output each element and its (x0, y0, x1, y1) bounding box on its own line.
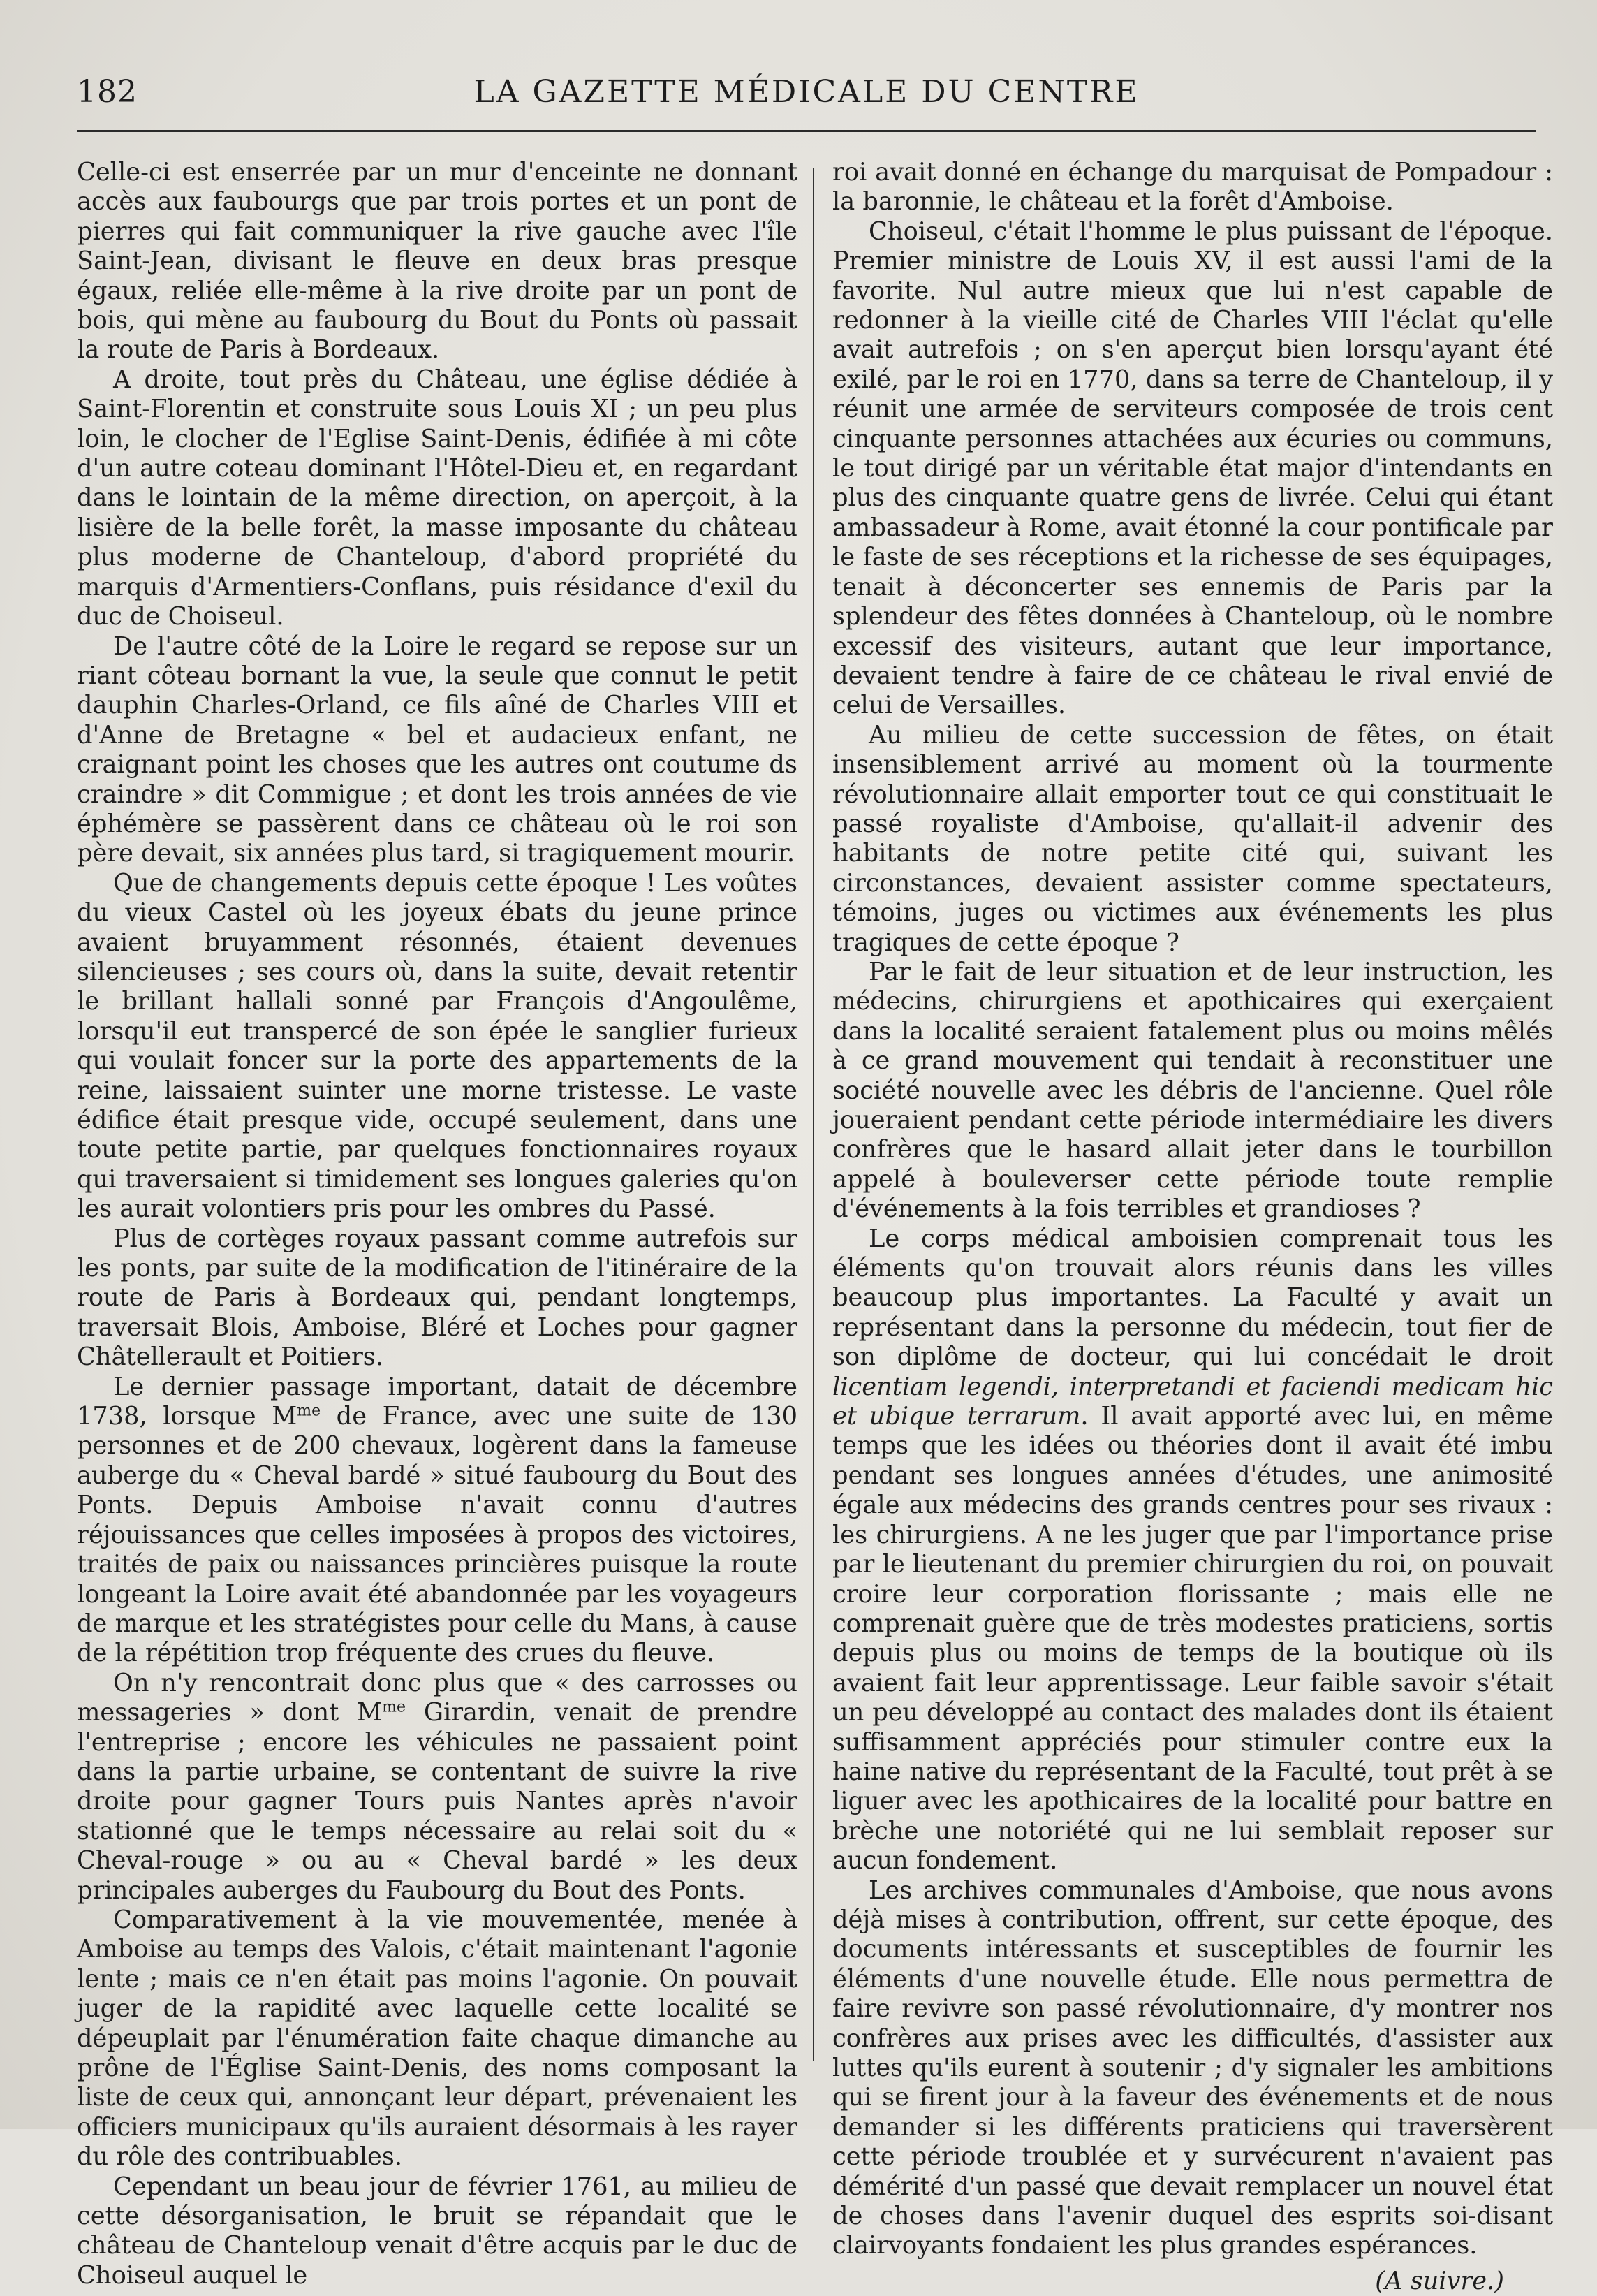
paragraph: roi avait donné en échange du marquisat de Pompadour : la baronnie, le château et la forêt d'Amboise. (832, 158, 1553, 217)
italic-text: licentiam legendi, interpretandi et faciendi medicam hic et ubique terrarum (832, 1372, 1553, 1431)
column-divider (813, 168, 814, 2061)
paragraph: Celle-ci est enserrée par un mur d'enceinte ne donnant accès aux faubourgs que par trois portes et un pont de pierres qui fait communiquer la rive gauche avec l'île Saint-Jean, divisant le fleuve en deux bras presque égaux, reliée elle-même à la rive droite par un pont de bois, qui mène au faubourg du Bout du Ponts où passait la route de Paris à Bordeaux. (77, 158, 797, 365)
paragraph: Plus de cortèges royaux passant comme autrefois sur les ponts, par suite de la modification de l'itinéraire de la route de Paris à Bordeaux qui, pendant longtemps, traversait Blois, Amboise, Bléré et Loches pour gagner Châtellerault et Poitiers. (77, 1224, 797, 1372)
superscript: me (382, 1698, 406, 1716)
paragraph: A droite, tout près du Château, une église dédiée à Saint-Florentin et construite sous Louis XI ; un peu plus loin, le clocher de l'Eglise Saint-Denis, édifiée à mi côte d'un autre coteau dominant l'Hôtel-Dieu et, en regardant dans le lointain de la même direction, on aperçoit, à la lisière de la belle forêt, la masse imposante du château plus moderne de Chanteloup, d'abord propriété du marquis d'Armentiers-Conflans, puis résidance d'exil du duc de Choiseul. (77, 365, 797, 631)
paragraph: Les archives communales d'Amboise, que nous avons déjà mises à contribution, offrent, sur cette époque, des documents intéressants et susceptibles de fournir les éléments d'une nouvelle étude. Elle nous permettra de faire revivre son passé révolutionnaire, d'y montrer nos confrères aux prises avec les difficultés, d'assister aux luttes qu'ils eurent à soutenir ; d'y signaler les ambitions qui se firent jour à la faveur des événements et de nous demander si les différents praticiens qui traversèrent cette période troublée et y survécurent n'avaient pas démérité d'un passé que devait remplacer un nouvel état de choses dans l'avenir duquel des esprits soi-disant clairvoyants fondaient les plus grandes espérances. (832, 1875, 1553, 2260)
paragraph: Choiseul, c'était l'homme le plus puissant de l'époque. Premier ministre de Louis XV, il est aussi l'ami de la favorite. Nul autre mieux que lui n'est capable de redonner à la vieille cité de Charles VIII l'éclat qu'elle avait autrefois ; on s'en aperçut bien lorsqu'ayant été exilé, par le roi en 1770, dans sa terre de Chanteloup, il y réunit une armée de serviteurs composée de trois cent cinquante personnes attachées aux écuries ou communs, le tout dirigé par un véritable état major d'intendants en plus des cinquante quatre gens de livrée. Celui qui étant ambassadeur à Rome, avait étonné la cour pontificale par le faste de ses réceptions et la richesse de ses équipages, tenait à déconcerter ses ennemis de Paris par la splendeur des fêtes données à Chanteloup, où le nombre excessif des visiteurs, autant que leur importance, devaient tendre à faire de ce château le rival envié de celui de Versailles. (832, 217, 1553, 720)
paragraph: Que de changements depuis cette époque ! Les voûtes du vieux Castel où les joyeux ébats du jeune prince avaient bruyamment résonnés, étaient devenues silencieuses ; ses cours où, dans la suite, devait retentir le brillant hallali sonné par François d'Angoulême, lorsqu'il eut transpercé de son épée le sanglier furieux qui voulait foncer sur la porte des appartements de la reine, laissaient suinter une morne tristesse. Le vaste édifice était presque vide, occupé seulement, dans une toute petite partie, par quelques fonctionnaires royaux qui traversaient si timidement ses longues galeries qu'on les aurait volontiers pris pour les ombres du Passé. (77, 868, 797, 1224)
page-number: 182 (77, 74, 138, 110)
paragraph: Cependant un beau jour de février 1761, au milieu de cette désorganisation, le bruit se répandait que le château de Chanteloup venait d'être acquis par le duc de Choiseul auquel le (77, 2172, 797, 2290)
page-header (77, 70, 1536, 119)
superscript: me (297, 1402, 321, 1420)
right-column (832, 158, 1553, 2296)
header-rule (77, 130, 1536, 132)
left-column (77, 158, 797, 2290)
paragraph: Le corps médical amboisien comprenait tous les éléments qu'on trouvait alors réunis dans les villes beaucoup plus importantes. La Faculté y avait un représentant dans la personne du médecin, tout fier de son diplôme de docteur, qui lui concédait le droit licentiam legendi, interpretandi et faciendi medicam hic et ubique terrarum. Il avait apporté avec lui, en même temps que les idées ou théories dont il avait été imbu pendant ses longues années d'études, une animosité égale aux médecins des grands centres pour ses rivaux : les chirurgiens. A ne les juger que par l'importance prise par le lieutenant du premier chirurgien du roi, on pouvait croire leur corporation florissante ; mais elle ne comprenait guère que de très modestes praticiens, sortis depuis plus ou moins de temps de la boutique où ils avaient fait leur apprentissage. Leur faible savoir s'était un peu développé au contact des malades dont ils étaient suffisamment appréciés pour stimuler contre eux la haine native du représentant de la Faculté, tout prêt à se liguer avec les apothicaires de la localité pour battre en brèche une notoriété qui ne lui semblait reposer sur aucun fondement. (832, 1224, 1553, 1875)
to-be-continued-note: (A suivre.) (1375, 2266, 1504, 2295)
paragraph: Le dernier passage important, datait de décembre 1738, lorsque $M^{me}$ de France, avec une suite de 130 personnes et de 200 chevaux, logèrent dans la fameuse auberge du « Cheval bardé » situé faubourg du Bout des Ponts. Depuis Amboise n'avait connu d'autres réjouissances que celles imposées à propos des victoires, traités de paix ou naissances princières puisque la route longeant la Loire avait été abandonnée par les voyageurs de marque et les stratégistes pour celle du Mans, à cause de la répétition trop fréquente des crues du fleuve. (77, 1372, 797, 1668)
paragraph: On n'y rencontrait donc plus que « des carrosses ou messageries » dont $M^{me}$ Girardin, venait de prendre l'entreprise ; encore les véhicules ne passaient point dans la partie urbaine, se contentant de suivre la rive droite pour gagner Tours puis Nantes après n'avoir stationné que le temps nécessaire au relai soit du « Cheval-rouge » ou au « Cheval bardé » les deux principales auberges du Faubourg du Bout des Ponts. (77, 1668, 797, 1905)
paragraph: Au milieu de cette succession de fêtes, on était insensiblement arrivé au moment où la tourmente révolutionnaire allait emporter tout ce qui constituait le passé royaliste d'Amboise, qu'allait-il advenir des habitants de notre petite cité qui, suivant les circonstances, devaient assister comme spectateurs, témoins, juges ou victimes aux événements les plus tragiques de cette époque ? (832, 720, 1553, 957)
paragraph: Comparativement à la vie mouvementée, menée à Amboise au temps des Valois, c'était maintenant l'agonie lente ; mais ce n'en était pas moins l'agonie. On pouvait juger de la rapidité avec laquelle cette localité se dépeuplait par l'énumération faite chaque dimanche au prône de l'Église Saint-Denis, des noms composant la liste de ceux qui, annonçant leur départ, prévenaient les officiers municipaux qu'ils auraient désormais à les rayer du rôle des contribuables. (77, 1905, 797, 2172)
paragraph: De l'autre côté de la Loire le regard se repose sur un riant côteau bornant la vue, la seule que connut le petit dauphin Charles-Orland, ce fils aîné de Charles VIII et d'Anne de Bretagne « bel et audacieux enfant, ne craignant point les choses que les autres ont coutume ds craindre » dit Commigue ; et dont les trois années de vie éphémère se passèrent dans ce château où le roi son père devait, six années plus tard, si tragiquement mourir. (77, 631, 797, 868)
paragraph: Par le fait de leur situation et de leur instruction, les médecins, chirurgiens et apothicaires qui exerçaient dans la localité seraient fatalement plus ou moins mêlés à ce grand mouvement qui tendait à reconstituer une société nouvelle avec les débris de l'ancienne. Quel rôle joueraient pendant cette période intermédiaire les divers confrères que le hasard allait jeter dans le tourbillon appelé à bouleverser cette période toute remplie d'événements à la fois terribles et grandioses ? (832, 957, 1553, 1224)
journal-title: LA GAZETTE MÉDICALE DU CENTRE (473, 74, 1140, 110)
